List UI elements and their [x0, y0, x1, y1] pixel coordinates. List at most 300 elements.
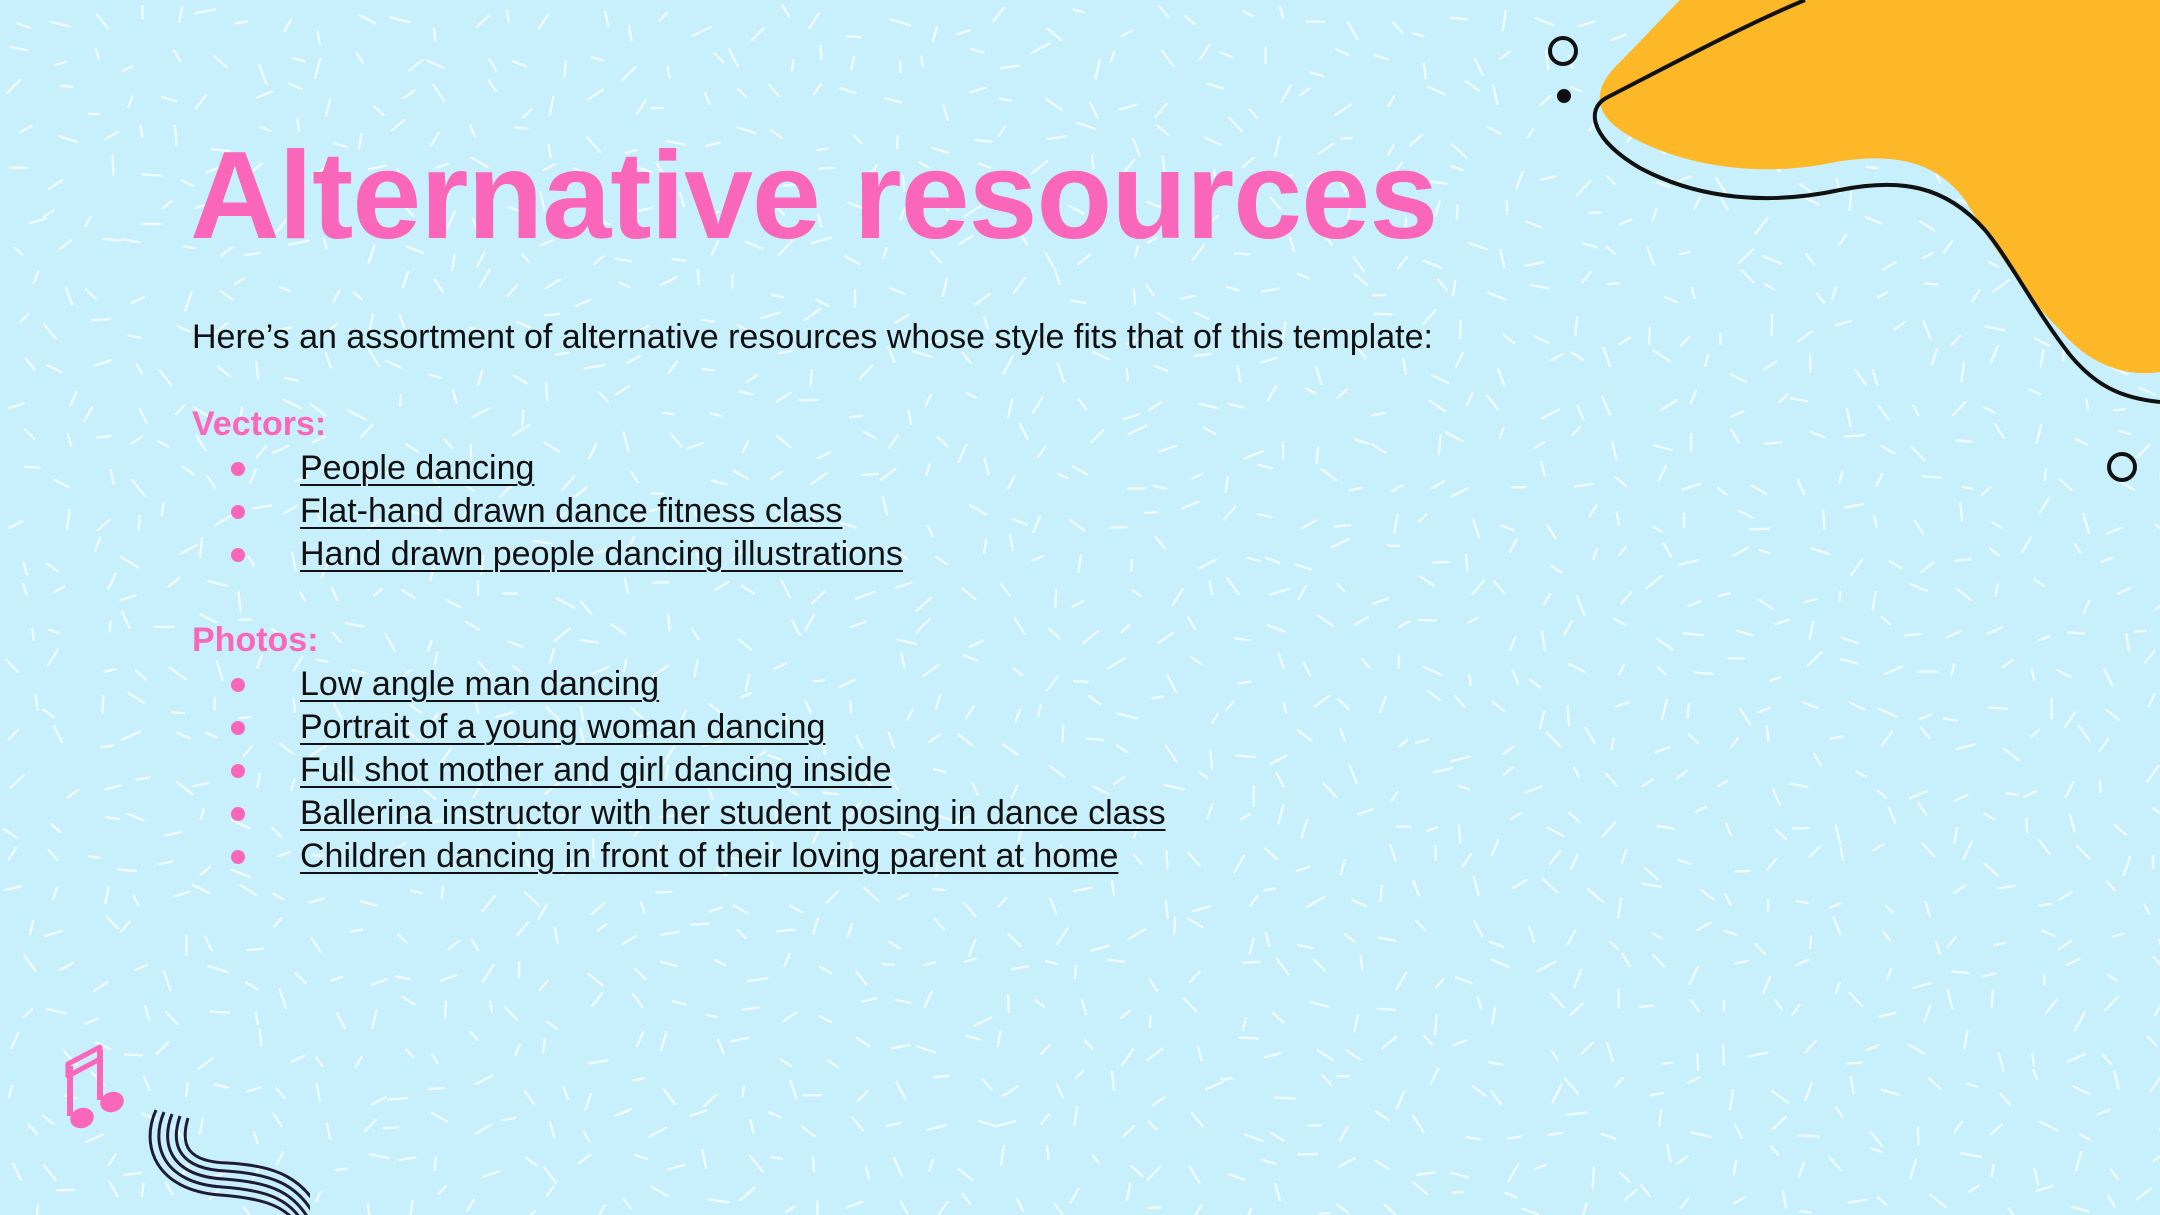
confetti-dash [326, 99, 331, 116]
confetti-dash [375, 107, 384, 115]
confetti-dash [291, 1056, 303, 1062]
confetti-dash [1663, 543, 1671, 556]
confetti-dash [337, 1013, 345, 1028]
confetti-dash [1616, 702, 1629, 706]
confetti-dash [122, 612, 130, 629]
confetti-dash [1513, 880, 1527, 888]
confetti-dash [743, 1086, 744, 1097]
confetti-dash [2059, 941, 2071, 950]
confetti-dash [121, 595, 136, 600]
confetti-dash [285, 378, 298, 381]
confetti-dash [1492, 840, 1499, 856]
confetti-dash [1320, 1213, 1330, 1214]
confetti-dash [1508, 1137, 1521, 1139]
confetti-dash [1428, 87, 1445, 94]
photos-list [192, 663, 1166, 878]
confetti-dash [985, 459, 989, 475]
confetti-dash [1298, 945, 1313, 948]
confetti-dash [1451, 18, 1467, 20]
confetti-dash [1281, 86, 1290, 103]
confetti-dash [1079, 399, 1087, 409]
confetti-dash [1513, 670, 1518, 684]
confetti-dash [221, 291, 233, 300]
resource-link-dancing-illustrations[interactable]: Hand drawn people dancing illustrations [300, 535, 903, 573]
confetti-dash [49, 630, 59, 634]
confetti-dash [555, 927, 558, 942]
confetti-dash [1428, 691, 1440, 700]
confetti-dash [1399, 740, 1407, 747]
confetti-dash [2079, 726, 2090, 741]
confetti-dash [193, 885, 210, 893]
confetti-dash [333, 291, 339, 302]
confetti-dash [581, 602, 591, 615]
confetti-dash [925, 992, 932, 1007]
confetti-dash [106, 785, 121, 789]
confetti-dash [633, 1078, 643, 1080]
confetti-dash [2060, 479, 2072, 490]
confetti-dash [2104, 669, 2112, 686]
confetti-dash [715, 582, 728, 591]
confetti-dash [53, 887, 57, 899]
confetti-dash [1008, 476, 1014, 488]
confetti-dash [1156, 104, 1167, 117]
confetti-dash [2119, 431, 2130, 434]
confetti-dash [1918, 1128, 1919, 1145]
confetti-dash [118, 869, 136, 871]
confetti-dash [515, 1044, 520, 1055]
confetti-dash [710, 907, 722, 911]
confetti-dash [503, 1118, 516, 1120]
confetti-dash [29, 1124, 38, 1134]
confetti-dash [129, 693, 145, 703]
confetti-dash [1731, 429, 1739, 442]
confetti-dash [1300, 89, 1309, 96]
confetti-dash [996, 1121, 1014, 1126]
confetti-dash [1947, 937, 1955, 947]
confetti-dash [1234, 856, 1244, 872]
confetti-dash [1810, 936, 1811, 948]
confetti-dash [404, 90, 415, 98]
list-item [192, 447, 903, 490]
confetti-dash [1361, 955, 1363, 969]
confetti-dash [1492, 1008, 1495, 1024]
confetti-dash [259, 66, 266, 84]
confetti-dash [2009, 1208, 2018, 1215]
confetti-dash [821, 46, 822, 59]
confetti-dash [1806, 1041, 1816, 1052]
confetti-dash [1547, 525, 1555, 538]
confetti-dash [133, 896, 138, 906]
confetti-dash [121, 922, 131, 932]
confetti-dash [312, 938, 321, 951]
confetti-dash [9, 1086, 12, 1097]
confetti-dash [60, 963, 72, 970]
confetti-dash [526, 1212, 535, 1215]
confetti-dash [256, 362, 258, 379]
resource-link-mother-and-girl[interactable]: Full shot mother and girl dancing inside [300, 751, 892, 789]
confetti-dash [1120, 105, 1136, 110]
bullet-icon [231, 850, 245, 864]
confetti-dash [599, 392, 608, 401]
confetti-dash [751, 1120, 754, 1132]
confetti-dash [125, 1173, 141, 1175]
confetti-dash [1311, 1002, 1328, 1006]
confetti-dash [372, 979, 388, 985]
confetti-dash [1474, 877, 1479, 895]
confetti-dash [1122, 31, 1132, 36]
confetti-dash [1010, 535, 1013, 551]
confetti-dash [480, 270, 490, 287]
confetti-dash [752, 28, 764, 40]
confetti-dash [1876, 474, 1882, 486]
confetti-dash [1553, 1085, 1562, 1103]
confetti-dash [1967, 1084, 1977, 1087]
confetti-dash [984, 540, 986, 553]
confetti-dash [637, 1032, 643, 1046]
confetti-dash [1683, 484, 1701, 490]
confetti-dash [97, 15, 108, 29]
confetti-dash [563, 1087, 568, 1099]
confetti-dash [2107, 881, 2115, 890]
confetti-dash [1277, 959, 1289, 974]
confetti-dash [240, 885, 256, 895]
confetti-dash [939, 1202, 948, 1214]
confetti-dash [926, 395, 931, 406]
confetti-dash [1924, 1005, 1930, 1021]
confetti-dash [1153, 1098, 1165, 1106]
confetti-dash [1478, 997, 1482, 1009]
confetti-dash [1543, 879, 1558, 893]
confetti-dash [975, 1017, 992, 1025]
confetti-dash [1574, 768, 1579, 777]
resource-link-children-dancing[interactable]: Children dancing in front of their loving parent at home [300, 837, 1119, 875]
confetti-dash [160, 861, 173, 864]
confetti-dash [585, 365, 605, 368]
confetti-dash [1763, 977, 1770, 993]
confetti-dash [109, 1154, 115, 1164]
confetti-dash [1642, 884, 1661, 887]
confetti-dash [1725, 931, 1737, 935]
confetti-dash [1992, 522, 2001, 527]
confetti-dash [361, 902, 377, 906]
confetti-dash [51, 824, 60, 832]
confetti-dash [623, 936, 636, 943]
confetti-dash [1541, 96, 1551, 105]
confetti-dash [1567, 707, 1569, 726]
confetti-dash [1302, 820, 1308, 838]
confetti-dash [1677, 1156, 1688, 1164]
confetti-dash [1318, 615, 1333, 626]
confetti-dash [1614, 619, 1626, 625]
confetti-dash [1374, 314, 1391, 315]
confetti-dash [1548, 828, 1564, 836]
confetti-dash [1914, 983, 1931, 988]
confetti-dash [857, 972, 867, 985]
resource-link-young-woman[interactable]: Portrait of a young woman dancing [300, 708, 826, 746]
confetti-dash [1889, 807, 1895, 823]
confetti-dash [136, 965, 148, 970]
confetti-dash [433, 1055, 438, 1064]
confetti-dash [1338, 699, 1349, 709]
confetti-dash [1839, 472, 1842, 482]
confetti-dash [2154, 1149, 2160, 1161]
resource-link-ballerina-instructor[interactable]: Ballerina instructor with her student posing in dance class [300, 794, 1166, 832]
confetti-dash [592, 57, 603, 60]
resource-link-dance-fitness-class[interactable]: Flat-hand drawn dance fitness class [300, 492, 843, 530]
confetti-dash [742, 586, 754, 594]
confetti-dash [508, 285, 517, 296]
confetti-dash [1921, 728, 1929, 738]
confetti-dash [296, 973, 306, 983]
confetti-dash [1502, 526, 1513, 531]
confetti-dash [1735, 1197, 1745, 1203]
confetti-dash [2137, 1189, 2151, 1200]
confetti-dash [1970, 1186, 1979, 1192]
confetti-dash [545, 314, 559, 315]
confetti-dash [1192, 474, 1202, 479]
confetti-dash [1338, 389, 1347, 397]
confetti-dash [2105, 997, 2118, 1011]
confetti-dash [47, 1009, 66, 1013]
confetti-dash [965, 959, 976, 962]
confetti-dash [384, 1127, 398, 1128]
confetti-dash [1413, 1116, 1423, 1132]
confetti-dash [2149, 694, 2155, 706]
confetti-dash [1150, 980, 1157, 990]
confetti-dash [1910, 1160, 1916, 1179]
confetti-dash [750, 1156, 762, 1172]
confetti-dash [811, 370, 812, 386]
confetti-dash [698, 270, 699, 285]
confetti-dash [1564, 621, 1572, 635]
confetti-dash [812, 591, 825, 603]
confetti-dash [1517, 172, 1523, 188]
confetti-dash [1199, 560, 1216, 569]
confetti-dash [355, 1057, 361, 1067]
confetti-dash [1341, 860, 1345, 874]
confetti-dash [813, 919, 817, 934]
confetti-dash [1221, 1079, 1232, 1080]
confetti-dash [48, 649, 58, 665]
confetti-dash [1166, 901, 1168, 918]
confetti-dash [917, 619, 930, 633]
confetti-dash [2068, 1054, 2085, 1062]
confetti-dash [2074, 1087, 2089, 1094]
confetti-dash [581, 640, 598, 642]
confetti-dash [1275, 1184, 1280, 1200]
confetti-dash [106, 817, 119, 819]
confetti-dash [1298, 730, 1312, 741]
confetti-dash [1121, 1011, 1129, 1018]
confetti-dash [9, 403, 24, 408]
confetti-dash [2083, 514, 2089, 533]
confetti-dash [1378, 1009, 1395, 1010]
confetti-dash [316, 1058, 322, 1066]
confetti-dash [1250, 896, 1257, 906]
confetti-dash [1538, 962, 1555, 971]
confetti-dash [1701, 890, 1713, 899]
confetti-dash [1541, 176, 1556, 180]
confetti-dash [170, 668, 186, 680]
confetti-dash [1750, 529, 1769, 530]
confetti-dash [522, 411, 523, 425]
confetti-dash [2003, 660, 2013, 668]
confetti-dash [1314, 960, 1325, 971]
confetti-dash [2034, 580, 2044, 586]
confetti-dash [1346, 1050, 1360, 1060]
confetti-dash [1299, 586, 1306, 599]
confetti-dash [1734, 1161, 1736, 1175]
confetti-dash [2023, 538, 2031, 552]
confetti-dash [139, 516, 140, 529]
confetti-dash [539, 905, 547, 919]
confetti-dash [20, 126, 31, 132]
confetti-dash [927, 1125, 946, 1130]
confetti-dash [102, 696, 103, 712]
confetti-dash [1076, 1071, 1083, 1078]
confetti-dash [157, 1042, 168, 1053]
confetti-dash [579, 1155, 590, 1164]
confetti-dash [1535, 442, 1544, 448]
confetti-dash [800, 400, 818, 401]
confetti-dash [622, 67, 636, 80]
bullet-icon [231, 764, 245, 778]
ring-circle-top [1546, 34, 1580, 68]
confetti-dash [89, 114, 99, 115]
confetti-dash [1535, 1165, 1546, 1169]
confetti-dash [1955, 885, 1966, 892]
confetti-dash [2068, 632, 2084, 633]
confetti-dash [1262, 1160, 1275, 1164]
confetti-dash [1911, 447, 1924, 461]
confetti-dash [1836, 825, 1840, 843]
confetti-dash [1129, 929, 1145, 939]
confetti-dash [852, 57, 855, 69]
confetti-dash [1431, 1069, 1438, 1084]
confetti-dash [1414, 881, 1419, 896]
confetti-dash [132, 480, 144, 496]
confetti-dash [2040, 498, 2049, 513]
confetti-dash [1492, 960, 1509, 968]
confetti-dash [1432, 481, 1444, 488]
confetti-dash [1548, 1133, 1562, 1135]
confetti-dash [1074, 10, 1084, 13]
confetti-dash [1262, 358, 1277, 363]
confetti-dash [179, 7, 182, 22]
confetti-dash [280, 287, 289, 291]
confetti-dash [439, 1186, 446, 1193]
confetti-dash [2070, 815, 2075, 832]
confetti-dash [958, 30, 970, 34]
confetti-dash [898, 640, 916, 644]
confetti-dash [898, 894, 908, 899]
confetti-dash [1302, 521, 1316, 529]
resource-link-people-dancing[interactable]: People dancing [300, 449, 535, 487]
confetti-dash [1204, 428, 1216, 434]
confetti-dash [1842, 659, 1858, 664]
confetti-dash [1050, 629, 1060, 638]
confetti-dash [525, 893, 539, 906]
confetti-dash [887, 1123, 900, 1126]
confetti-dash [1775, 1001, 1781, 1010]
confetti-dash [44, 324, 56, 339]
confetti-dash [1957, 589, 1972, 600]
confetti-dash [290, 84, 302, 89]
confetti-dash [1122, 1050, 1133, 1066]
confetti-dash [847, 1202, 863, 1208]
confetti-dash [1459, 825, 1461, 843]
confetti-dash [1298, 1154, 1317, 1155]
confetti-dash [1397, 1091, 1404, 1108]
confetti-dash [175, 126, 177, 145]
confetti-dash [1375, 55, 1388, 59]
confetti-dash [1265, 1053, 1280, 1057]
confetti-dash [168, 578, 179, 587]
confetti-dash [2007, 793, 2018, 794]
confetti-dash [1041, 1045, 1050, 1054]
confetti-dash [851, 622, 866, 627]
confetti-dash [1439, 435, 1441, 453]
confetti-dash [1890, 561, 1901, 568]
confetti-dash [1640, 1006, 1654, 1008]
confetti-dash [692, 924, 709, 925]
confetti-dash [1850, 993, 1862, 1006]
confetti-dash [1164, 785, 1183, 789]
confetti-dash [1692, 1133, 1711, 1137]
confetti-dash [641, 902, 645, 913]
confetti-dash [257, 92, 273, 98]
confetti-dash [790, 1081, 796, 1098]
confetti-dash [13, 1164, 20, 1180]
confetti-dash [1882, 1090, 1899, 1095]
confetti-dash [317, 1084, 320, 1101]
confetti-dash [550, 650, 554, 663]
confetti-dash [543, 1039, 545, 1053]
confetti-dash [1551, 994, 1564, 1008]
confetti-dash [662, 962, 677, 966]
confetti-dash [162, 97, 176, 101]
resource-link-low-angle-man[interactable]: Low angle man dancing [300, 665, 660, 703]
confetti-dash [1055, 1204, 1063, 1215]
confetti-dash [1093, 1155, 1099, 1163]
confetti-dash [1456, 977, 1471, 983]
confetti-dash [1851, 559, 1862, 575]
confetti-dash [1960, 503, 1962, 521]
confetti-dash [396, 976, 409, 979]
confetti-dash [738, 930, 746, 938]
confetti-dash [1162, 51, 1174, 67]
confetti-dash [539, 15, 548, 29]
confetti-dash [400, 1158, 416, 1160]
confetti-dash [935, 919, 944, 930]
confetti-dash [2076, 1152, 2081, 1170]
confetti-dash [620, 283, 630, 287]
confetti-dash [813, 1157, 814, 1171]
confetti-dash [1166, 746, 1177, 762]
confetti-dash [142, 174, 161, 175]
confetti-dash [615, 1109, 631, 1116]
confetti-dash [1298, 274, 1309, 279]
confetti-dash [49, 180, 62, 189]
confetti-dash [656, 892, 671, 893]
confetti-dash [1755, 944, 1764, 953]
confetti-dash [1127, 1183, 1130, 1200]
confetti-dash [1453, 281, 1455, 296]
confetti-dash [2156, 600, 2160, 609]
list-item [192, 706, 1166, 749]
confetti-dash [816, 300, 827, 306]
confetti-dash [921, 57, 922, 67]
